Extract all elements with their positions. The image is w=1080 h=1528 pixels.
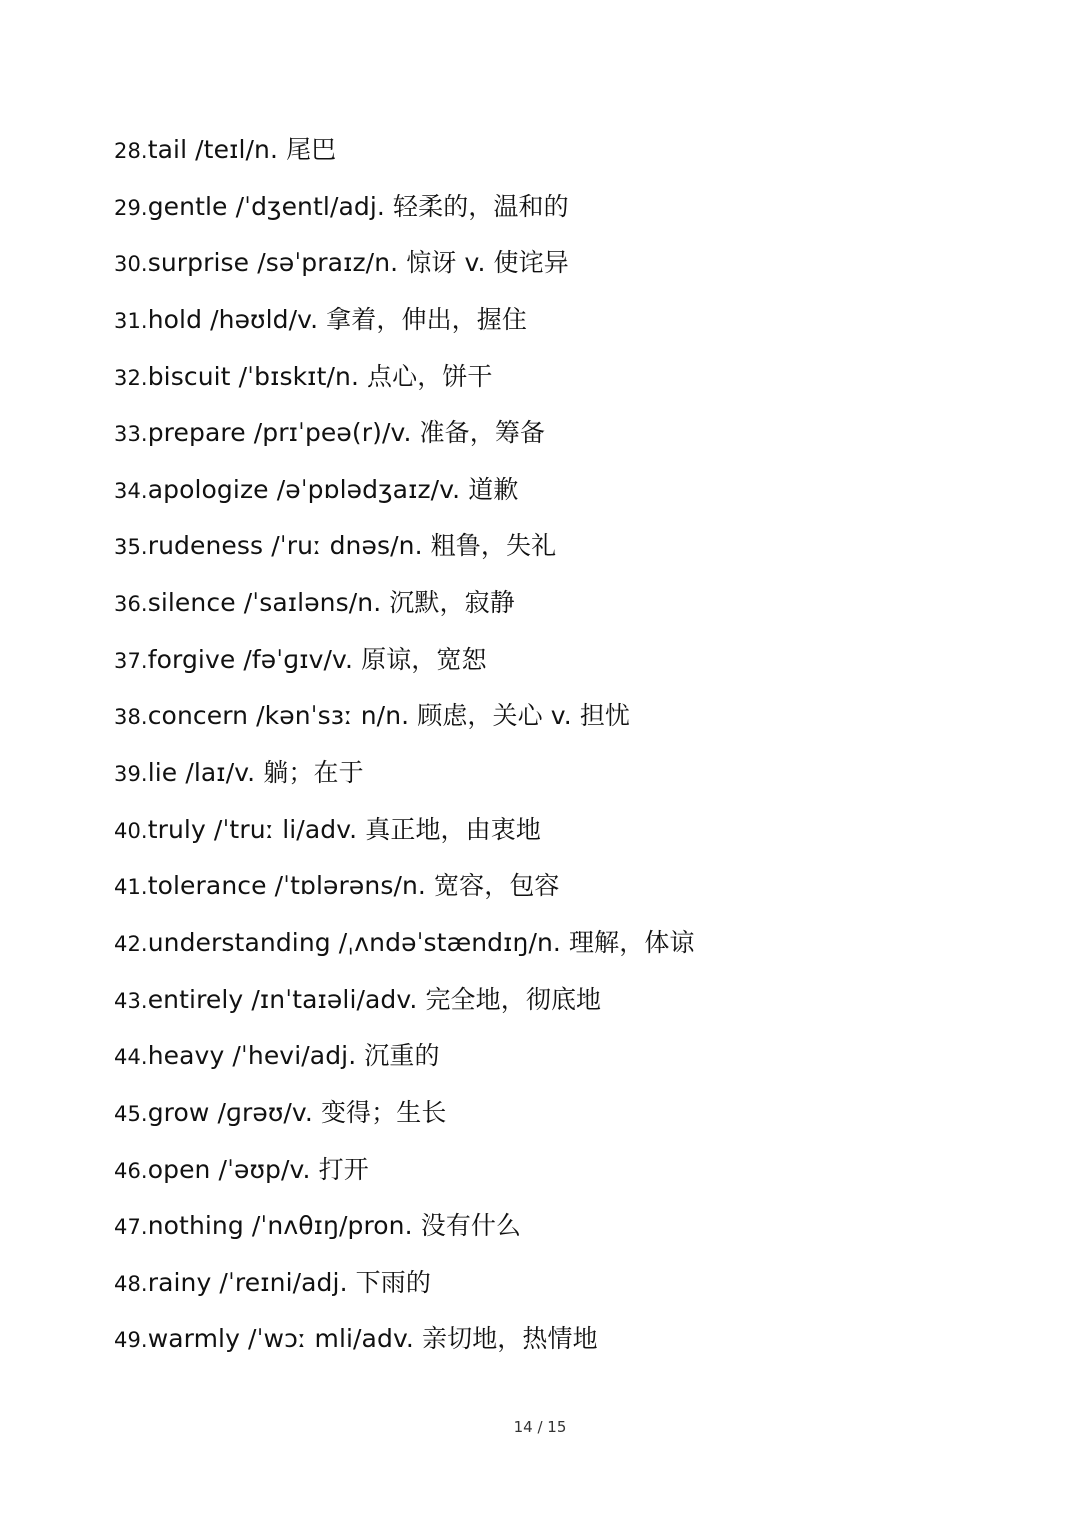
entry-text: forgive /fəˈɡɪv/v. 原谅，宽恕 — [147, 644, 487, 674]
vocab-entry — [114, 405, 1014, 462]
entry-number: 36. — [114, 592, 148, 617]
entry-number: 42. — [114, 931, 148, 956]
entry-text: tail /teɪl/n. 尾巴 — [147, 135, 337, 164]
entry-number: 43. — [114, 988, 148, 1013]
entry-text: understanding /ˌʌndəˈstændɪŋ/n. 理解，体谅 — [147, 927, 695, 957]
entry-text: heavy /ˈhevi/adj. 沉重的 — [147, 1041, 440, 1071]
vocab-entry — [114, 575, 1014, 632]
vocab-entry — [114, 858, 1014, 915]
vocabulary-list — [114, 122, 1014, 1368]
vocab-entry — [114, 349, 1014, 406]
entry-text: rudeness /ˈruː dnəs/n. 粗鲁，失礼 — [147, 531, 557, 561]
vocab-entry — [114, 745, 1014, 802]
entry-number: 44. — [114, 1045, 148, 1070]
vocab-entry — [114, 1255, 1014, 1312]
vocab-entry — [114, 1311, 1014, 1368]
entry-text: silence /ˈsaɪləns/n. 沉默，寂静 — [147, 588, 515, 618]
vocab-entry — [114, 179, 1014, 236]
entry-number: 40. — [114, 818, 148, 843]
entry-number: 35. — [114, 535, 148, 560]
entry-number: 46. — [114, 1158, 148, 1183]
entry-text: prepare /prɪˈpeə(r)/v. 准备，筹备 — [147, 418, 546, 448]
vocab-entry — [114, 1198, 1014, 1255]
entry-text: lie /laɪ/v. 躺；在于 — [147, 758, 364, 788]
entry-number: 33. — [114, 422, 148, 447]
vocab-entry — [114, 122, 1014, 179]
vocab-entry — [114, 235, 1014, 292]
entry-text: warmly /ˈwɔː mli/adv. 亲切地，热情地 — [147, 1324, 598, 1354]
entry-number: 39. — [114, 762, 148, 787]
vocab-entry — [114, 802, 1014, 859]
entry-number: 41. — [114, 875, 148, 900]
entry-text: apologize /əˈpɒlədʒaɪz/v. 道歉 — [147, 474, 519, 504]
entry-number: 47. — [114, 1215, 148, 1240]
entry-text: entirely /ɪnˈtaɪəli/adv. 完全地，彻底地 — [147, 984, 602, 1014]
entry-number: 29. — [114, 195, 148, 220]
entry-number: 48. — [114, 1271, 148, 1296]
vocab-entry — [114, 292, 1014, 349]
vocab-entry — [114, 1085, 1014, 1142]
entry-number: 28. — [114, 139, 148, 163]
vocab-entry — [114, 1028, 1014, 1085]
vocab-entry — [114, 915, 1014, 972]
page-number: 14 / 15 — [513, 1418, 567, 1436]
vocab-entry — [114, 972, 1014, 1029]
entry-number: 34. — [114, 478, 148, 503]
entry-number: 49. — [114, 1328, 148, 1353]
entry-text: surprise /səˈpraɪz/n. 惊讶 v. 使诧异 — [147, 248, 569, 278]
vocab-entry — [114, 462, 1014, 519]
entry-text: concern /kənˈsɜː n/n. 顾虑，关心 v. 担忧 — [147, 701, 631, 731]
entry-text: rainy /ˈreɪni/adj. 下雨的 — [147, 1267, 431, 1297]
entry-number: 30. — [114, 252, 148, 277]
entry-number: 37. — [114, 648, 148, 673]
entry-number: 45. — [114, 1101, 148, 1126]
entry-number: 31. — [114, 308, 148, 333]
entry-text: biscuit /ˈbɪskɪt/n. 点心，饼干 — [147, 361, 493, 391]
vocab-entry — [114, 688, 1014, 745]
entry-text: gentle /ˈdʒentl/adj. 轻柔的，温和的 — [147, 191, 569, 221]
vocab-entry — [114, 1142, 1014, 1199]
entry-text: open /ˈəʊp/v. 打开 — [147, 1154, 369, 1184]
vocab-entry — [114, 632, 1014, 689]
entry-number: 38. — [114, 705, 148, 730]
vocab-entry — [114, 518, 1014, 575]
entry-number: 32. — [114, 365, 148, 390]
entry-text: tolerance /ˈtɒlərəns/n. 宽容，包容 — [147, 871, 560, 901]
entry-text: hold /həʊld/v. 拿着，伸出，握住 — [147, 304, 527, 334]
entry-text: grow /ɡrəʊ/v. 变得；生长 — [147, 1097, 447, 1127]
entry-text: nothing /ˈnʌθɪŋ/pron. 没有什么 — [147, 1211, 522, 1241]
entry-text: truly /ˈtruː li/adv. 真正地，由衷地 — [147, 814, 541, 844]
